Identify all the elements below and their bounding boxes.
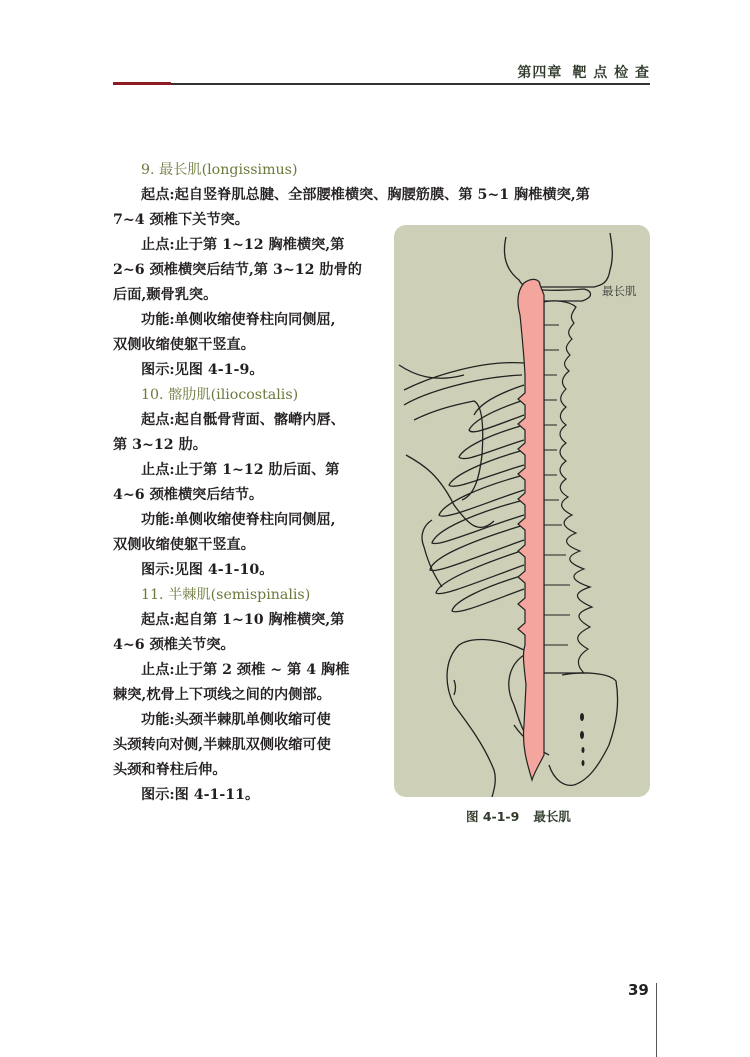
insertion-text: 止点:止于第 2 颈椎 ~ 第 4 胸椎 bbox=[141, 662, 350, 678]
left-column-text bbox=[113, 233, 383, 808]
figure-reference: 图示:见图 4-1-9。 bbox=[141, 362, 264, 378]
function-text: 功能:头颈半棘肌单侧收缩可使 bbox=[141, 712, 331, 728]
chapter-label: 第四章 bbox=[517, 65, 563, 81]
caption-text: 最长肌 bbox=[533, 809, 571, 824]
origin-text: 起点:起自骶骨背面、髂嵴内唇、 bbox=[141, 412, 345, 428]
page-edge-rule bbox=[656, 983, 657, 1057]
page-number: 39 bbox=[628, 981, 649, 999]
origin-text: 起点:起自第 1~10 胸椎横突,第 bbox=[141, 612, 345, 628]
header-accent-rule bbox=[113, 82, 171, 85]
origin-text: 起点:起自竖脊肌总腱、全部腰椎横突、胸腰筋膜、第 5~1 胸椎横突,第 bbox=[141, 187, 590, 203]
running-header bbox=[517, 62, 650, 82]
anatomy-figure bbox=[394, 225, 650, 797]
function-text: 头颈转向对侧,半棘肌双侧收缩可使 bbox=[113, 737, 331, 753]
function-text: 头颈和脊柱后伸。 bbox=[113, 762, 227, 778]
insertion-text: 止点:止于第 1~12 胸椎横突,第 bbox=[141, 237, 345, 253]
chapter-title: 靶 点 检 查 bbox=[572, 65, 650, 81]
figure-label: 最长肌 bbox=[602, 284, 637, 298]
function-text: 功能:单侧收缩使脊柱向同侧屈, bbox=[141, 312, 336, 328]
section-longissimus-intro bbox=[113, 158, 650, 233]
insertion-text: 2~6 颈椎横突后结节,第 3~12 肋骨的 bbox=[113, 262, 362, 278]
origin-text-cont: 7~4 颈椎下关节突。 bbox=[113, 212, 249, 228]
section-title-iliocostalis: 10. 髂肋肌(iliocostalis) bbox=[141, 387, 299, 403]
function-text: 双侧收缩使躯干竖直。 bbox=[113, 337, 255, 353]
insertion-text: 棘突,枕骨上下项线之间的内侧部。 bbox=[113, 687, 331, 703]
origin-text: 4~6 颈椎关节突。 bbox=[113, 637, 235, 653]
header-rule bbox=[113, 83, 650, 85]
figure-reference: 图示:图 4-1-11。 bbox=[141, 787, 260, 803]
figure-caption bbox=[466, 807, 571, 825]
section-title-semispinalis: 11. 半棘肌(semispinalis) bbox=[141, 587, 311, 603]
insertion-text: 后面,颞骨乳突。 bbox=[113, 287, 218, 303]
spine-illustration bbox=[394, 225, 650, 797]
origin-text: 第 3~12 肋。 bbox=[113, 437, 207, 453]
section-title-longissimus: 9. 最长肌(longissimus) bbox=[141, 162, 298, 178]
function-text: 功能:单侧收缩使脊柱向同侧屈, bbox=[141, 512, 336, 528]
figure-reference: 图示:见图 4-1-10。 bbox=[141, 562, 274, 578]
caption-number: 图 4-1-9 bbox=[466, 809, 520, 824]
function-text: 双侧收缩使躯干竖直。 bbox=[113, 537, 255, 553]
insertion-text: 止点:止于第 1~12 肋后面、第 bbox=[141, 462, 340, 478]
insertion-text: 4~6 颈椎横突后结节。 bbox=[113, 487, 264, 503]
